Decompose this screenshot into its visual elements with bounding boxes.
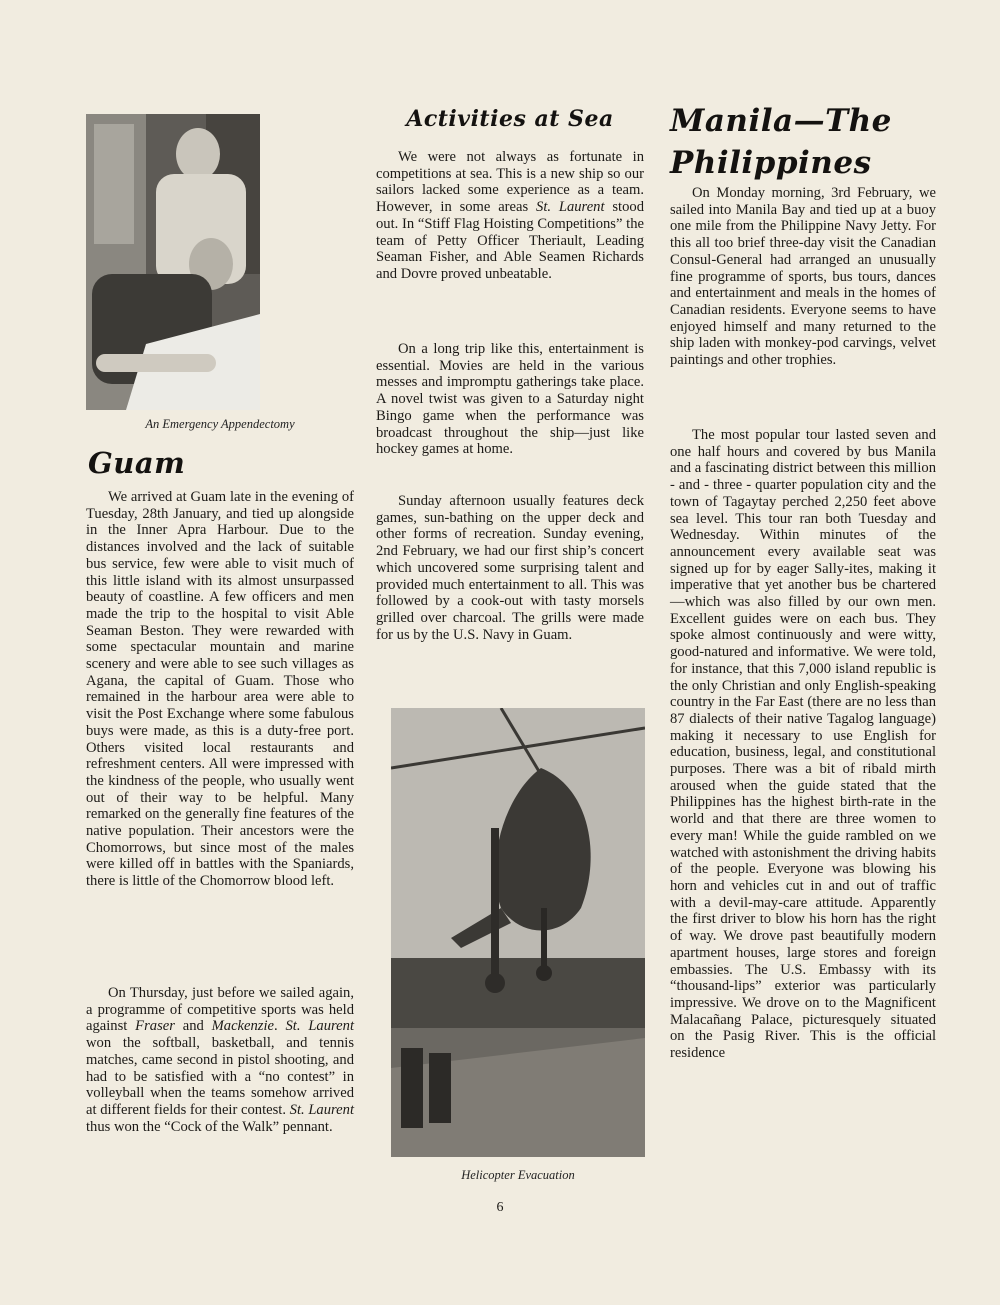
text-run: . [274, 1018, 286, 1035]
ship-name-st-laurent: St. Laurent [285, 1018, 354, 1035]
text-run: stood out. In “Stiff Flag Hoisting Competitions” the team of Petty Officer Theriault, Leading Seaman Fisher, and Able Seamen Richards and Dovre proved unbeatable. [376, 199, 644, 282]
ship-name-fraser: Fraser [135, 1018, 175, 1035]
page-number: 6 [496, 1200, 504, 1215]
helicopter-illustration [391, 708, 645, 1157]
activities-paragraph-3: Sunday afternoon usually features deck games, sun-bathing on the upper deck and other forms of recreation. Sunday evening, 2nd February, we had our first ship’s concert which uncovered some surprising talent and provided much entertainment to all. This was followed by a cook-out with tasty morsels grilled over charcoal. The grills were made for us by the U.S. Navy in Guam. [376, 493, 644, 643]
manila-heading-line-2: Philippines [670, 145, 872, 181]
text-run: thus won the “Cock of the Walk” pennant. [86, 1118, 333, 1135]
manila-heading [670, 100, 892, 184]
appendectomy-photo [86, 114, 260, 410]
manila-paragraph-2: The most popular tour lasted seven and one half hours and covered by bus Manila and a fascinating district between this million - and - three - quarter population city and the town of Tagaytay perched 2,250 feet above sea level. This tour ran both Tuesday and Wednesday. Within minutes of the announcement every available seat was signed up for by eager Sally-ites, making it imperative that yet another bus be chartered—which was also filled by our own men. Excellent guides were on each bus. They spoke almost continuously and were witty, good-natured and informative. We were told, for instance, that this 7,000 island republic is the only Christian and only English-speaking country in the Far East (there are no less than 87 dialects of their native Tagalog language) making it necessary to use English for education, business, legal, and constitutional purposes. There was a bit of ribald mirth aroused when the guide stated that the Philippines has the highest birth-rate in the world and that there are three women to every man! While the guide rambled on we watched with astonishment the driving habits of the people. Everyone was blowing his horn and vehicles cut in and out of traffic with a devil-may-care attitude. Apparently the first driver to blow his horn has the right of way. We drove past beautifully modern apartment houses, large stores and foreign embassies. The U.S. Embassy with its “thousand-lips” exterior was particularly impressive. We drove on to the Magnificent Malacañang Palace, picturesquely situated on the Pasig River. This is the official residence [670, 427, 936, 1062]
ship-name-st-laurent: St. Laurent [289, 1101, 354, 1118]
ship-name-st-laurent: St. Laurent [536, 199, 605, 216]
activities-paragraph-1 [376, 149, 644, 283]
text-run: won the softball, basketball, and tennis matches, came second in pistol shooting, and had to be satisfied with a “no contest” in volleyball when the teams somehow arrived at different fields for their contest. [86, 1035, 354, 1118]
ship-name-mackenzie: Mackenzie [211, 1018, 275, 1035]
text-run: and [174, 1018, 212, 1035]
helicopter-caption: Helicopter Evacuation [461, 1168, 575, 1182]
activities-heading: Activities at Sea [406, 106, 614, 132]
appendectomy-illustration [86, 114, 260, 410]
text-run: We were not always as fortunate in competitions at sea. This is a new ship so our sailors lacked some experience as a team. However, in some areas [376, 149, 644, 216]
activities-paragraph-2: On a long trip like this, entertainment is essential. Movies are held in the various messes and impromptu gatherings take place. A novel twist was given to a Saturday night Bingo game when the performance was broadcast throughout the ship—just like hockey games at home. [376, 341, 644, 458]
appendectomy-caption: An Emergency Appendectomy [145, 417, 295, 431]
text-run: On Thursday, just before we sailed again, a programme of competitive sports was held against [86, 985, 354, 1035]
helicopter-photo [391, 708, 645, 1157]
manila-heading-line-1: Manila—The [670, 103, 892, 139]
guam-paragraph-1: We arrived at Guam late in the evening of Tuesday, 28th January, and tied up alongside in the Inner Apra Harbour. Due to the distances involved and the lack of suitable bus service, few were able to visit much of this little island with its almost unsurpassed beauty of coastline. A few officers and men made the trip to the hospital to visit Able Seaman Beston. They were rewarded with some spectacular mountain and marine scenery and were able to see such villages as Agana, the capital of Guam. Those who remained in the harbour area were able to visit the Post Exchange where some fabulous buys were made, as this is a duty-free port. Others visited local restaurants and refreshment centers. All were impressed with the kindness of the people, who usually went out of their way to be helpful. Many remarked on the generally fine features of the native population. Their ancestors were the Chomorrows, but since most of the males were killed off in battles with the Spaniards, there is little of the Chomorrow blood left. [86, 489, 354, 890]
guam-heading: Guam [88, 446, 186, 480]
manila-paragraph-1: On Monday morning, 3rd February, we sailed into Manila Bay and tied up at a buoy one mile from the Philippine Navy Jetty. For this all too brief three-day visit the Canadian Consul-General had arranged an unusually fine programme of sports, bus tours, dances and entertainment and meals in the homes of Canadian residents. Everyone seems to have enjoyed himself and many returned to the ship laden with monkey-pod carvings, velvet paintings and other trophies. [670, 185, 936, 369]
guam-paragraph-2 [86, 985, 354, 1135]
